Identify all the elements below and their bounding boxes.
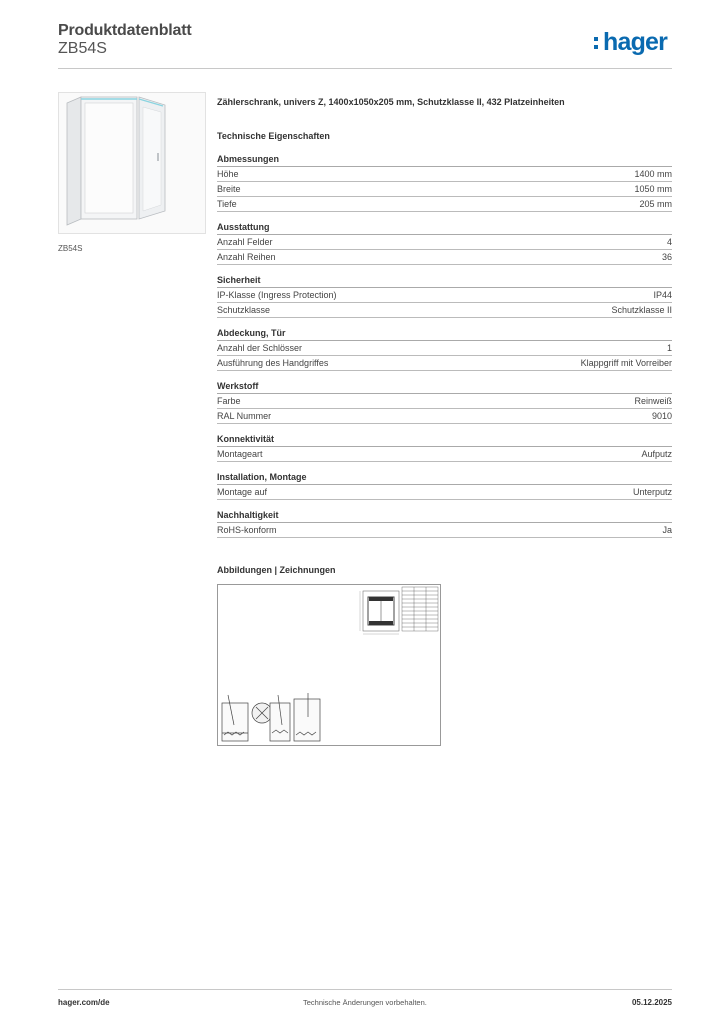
property-label: Anzahl der Schlösser [217,343,303,353]
property-row [217,235,672,250]
property-row [217,485,672,500]
properties-sections [217,154,672,538]
dimension-drawing [360,591,399,634]
property-section [217,328,672,371]
property-value: Unterputz [632,487,672,497]
section-title: Nachhaltigkeit [217,510,672,523]
property-value: Ja [662,525,672,535]
footer-date: 05.12.2025 [631,998,672,1007]
section-title: Abmessungen [217,154,672,167]
section-title: Sicherheit [217,275,672,288]
property-label: Höhe [217,169,239,179]
section-title: Werkstoff [217,381,672,394]
footer-notice: Technische Änderungen vorbehalten. [303,998,427,1007]
property-section [217,222,672,265]
property-row [217,447,672,462]
property-section [217,381,672,424]
property-value: 205 mm [639,199,672,209]
property-label: RoHS-konform [217,525,277,535]
property-value: 1050 mm [634,184,672,194]
property-label: Farbe [217,396,241,406]
footer-website: hager.com/de [58,998,110,1007]
dimension-table [402,587,438,631]
header-divider [58,68,672,69]
property-section [217,472,672,500]
section-title: Installation, Montage [217,472,672,485]
property-row [217,303,672,318]
property-row [217,394,672,409]
property-section [217,510,672,538]
property-row [217,523,672,538]
property-row [217,288,672,303]
property-value: 36 [661,252,672,262]
property-value: Aufputz [641,449,672,459]
installation-sketch [222,693,320,741]
property-section [217,434,672,462]
property-value: Klappgriff mit Vorreiber [580,358,672,368]
product-image [58,92,206,234]
section-title: Ausstattung [217,222,672,235]
product-details [217,97,672,538]
section-title: Konnektivität [217,434,672,447]
technical-properties-title: Technische Eigenschaften [217,131,330,141]
hager-logo-icon [594,37,599,53]
brand-logo: hager [603,28,668,56]
property-row [217,356,672,371]
property-value: 1 [666,343,672,353]
property-label: Anzahl Reihen [217,252,276,262]
property-label: Anzahl Felder [217,237,273,247]
drawings-title: Abbildungen | Zeichnungen [217,565,336,575]
property-label: Schutzklasse [217,305,271,315]
page-title: Produktdatenblatt [58,22,192,39]
property-section [217,275,672,318]
property-value: Schutzklasse II [611,305,672,315]
article-number: ZB54S [58,40,107,57]
product-description: Zählerschrank, univers Z, 1400x1050x205 mm, Schutzklasse II, 432 Platzeinheiten [217,97,565,107]
property-value: Reinweiß [634,396,672,406]
property-row [217,167,672,182]
property-label: Ausführung des Handgriffes [217,358,329,368]
drawings-box [217,584,441,746]
section-title: Abdeckung, Tür [217,328,672,341]
property-row [217,197,672,212]
property-label: Breite [217,184,241,194]
property-value: IP44 [653,290,672,300]
property-value: 4 [666,237,672,247]
property-value: 1400 mm [634,169,672,179]
property-label: IP-Klasse (Ingress Protection) [217,290,337,300]
property-value: 9010 [651,411,672,421]
property-row [217,250,672,265]
property-row [217,409,672,424]
property-label: Tiefe [217,199,237,209]
image-caption: ZB54S [58,244,83,253]
property-row [217,341,672,356]
property-row [217,182,672,197]
property-label: Montageart [217,449,263,459]
property-section [217,154,672,212]
property-label: RAL Nummer [217,411,272,421]
footer-divider [58,989,672,990]
property-label: Montage auf [217,487,268,497]
